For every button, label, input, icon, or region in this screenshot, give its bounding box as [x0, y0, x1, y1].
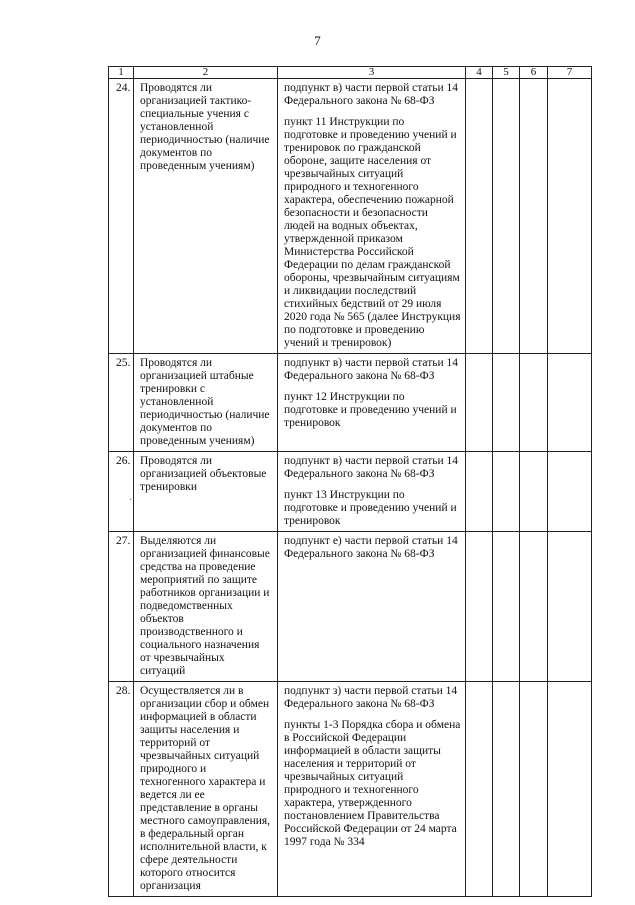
column-header: 7: [548, 67, 592, 79]
column-header: 6: [520, 67, 548, 79]
reference-body: пункт 12 Инструкции по подготовке и проведению учений и тренировок: [284, 391, 457, 429]
answer-cell[interactable]: [466, 354, 493, 452]
column-header: 5: [493, 67, 520, 79]
question-cell: Осуществляется ли в организации сбор и обмен информацией в области защиты населения и территорий от чрезвычайных ситуаций природного и техногенного характера и ведется ли ее представление в органы местного самоуправления, в федеральный орган исполнительной власти, к сфере деятельности которого относится организация: [134, 682, 278, 897]
question-cell: Проводятся ли организацией объектовые тренировки: [134, 452, 278, 532]
question-cell: Выделяются ли организацией финансовые средства на проведение мероприятий по защите работников организации и подведомственных объектов производственного и социального назначения от чрезвычайных ситуаций: [134, 532, 278, 682]
answer-cell[interactable]: [520, 532, 548, 682]
answer-cell[interactable]: [493, 682, 520, 897]
table-row: [109, 354, 592, 452]
column-header: 4: [466, 67, 493, 79]
page-number: 7: [314, 33, 321, 48]
column-header: 2: [134, 67, 278, 79]
answer-cell[interactable]: [493, 452, 520, 532]
table-row: [109, 682, 592, 897]
reference-lead: подпункт в) части первой статьи 14 Федерального закона № 68-ФЗ: [284, 455, 459, 480]
answer-cell[interactable]: [493, 354, 520, 452]
scan-speck: ·: [129, 495, 133, 506]
answer-cell[interactable]: [466, 532, 493, 682]
note-cell[interactable]: [548, 682, 592, 897]
table-row: [109, 452, 592, 532]
question-cell: Проводятся ли организацией тактико-специальные учения с установленной периодичностью (наличие документов по проведенным учениям): [134, 79, 278, 354]
reference-body: пункты 1-3 Порядка сбора и обмена в Российской Федерации информацией в области защиты населения и территорий от чрезвычайных ситуаций природного и техногенного характера, утвержденного постановлением Правительства Российской Федерации от 24 марта 1997 года № 334: [284, 719, 461, 848]
answer-cell[interactable]: [520, 354, 548, 452]
reference-lead: подпункт з) части первой статьи 14 Федерального закона № 68-ФЗ: [284, 685, 458, 710]
reference-lead: подпункт е) части первой статьи 14 Федерального закона № 68-ФЗ: [284, 535, 458, 560]
row-number: 24.: [109, 79, 134, 354]
row-number: 26.: [109, 452, 134, 532]
answer-cell[interactable]: [520, 79, 548, 354]
table-row: [109, 532, 592, 682]
note-cell[interactable]: [548, 532, 592, 682]
answer-cell[interactable]: [466, 682, 493, 897]
answer-cell[interactable]: [466, 79, 493, 354]
table-header-row: [109, 67, 592, 79]
note-cell[interactable]: [548, 354, 592, 452]
answer-cell[interactable]: [520, 682, 548, 897]
reference-cell: [278, 532, 466, 682]
reference-cell: [278, 682, 466, 897]
question-cell: Проводятся ли организацией штабные тренировки с установленной периодичностью (наличие документов по проведенным учениям): [134, 354, 278, 452]
reference-cell: [278, 354, 466, 452]
column-header: 3: [278, 67, 466, 79]
checklist-table: [108, 66, 592, 897]
reference-body: пункт 13 Инструкции по подготовке и проведению учений и тренировок: [284, 489, 457, 527]
note-cell[interactable]: [548, 452, 592, 532]
answer-cell[interactable]: [520, 452, 548, 532]
answer-cell[interactable]: [493, 79, 520, 354]
table-row: [109, 79, 592, 354]
reference-body: пункт 11 Инструкции по подготовке и проведению учений и тренировок по гражданской обороне, защите населения от чрезвычайных ситуаций природного и техногенного характера, обеспечению пожарной безопасности и безопасности людей на водных объектах, утвержденной приказом Министерства Российской Федерации по делам гражданской обороны, чрезвычайным ситуациям и ликвидации последствий стихийных бедствий от 29 июля 2020 года № 565 (далее Инструкция по подготовке и проведению учений и тренировок): [284, 116, 461, 349]
row-number: 28.: [109, 682, 134, 897]
reference-lead: подпункт в) части первой статьи 14 Федерального закона № 68-ФЗ: [284, 82, 459, 107]
answer-cell[interactable]: [466, 452, 493, 532]
row-number: 25.: [109, 354, 134, 452]
reference-lead: подпункт в) части первой статьи 14 Федерального закона № 68-ФЗ: [284, 357, 459, 382]
answer-cell[interactable]: [493, 532, 520, 682]
reference-cell: [278, 79, 466, 354]
reference-cell: [278, 452, 466, 532]
column-header: 1: [109, 67, 134, 79]
row-number: 27.: [109, 532, 134, 682]
note-cell[interactable]: [548, 79, 592, 354]
